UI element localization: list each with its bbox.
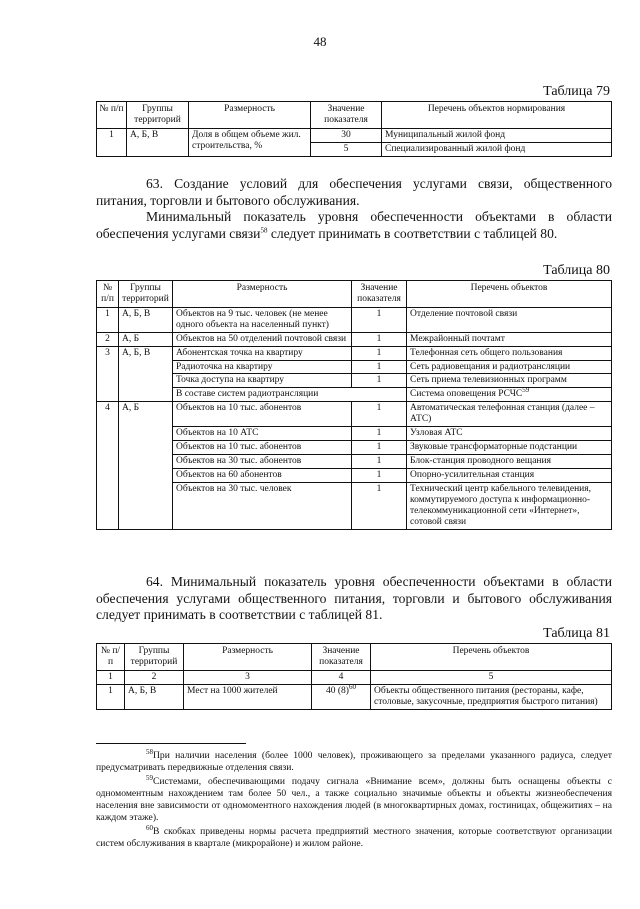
page-number: 48 [313, 34, 327, 49]
column-number: 1 [97, 670, 125, 684]
cell-object: Звуковые трансформаторные подстанции [407, 441, 612, 455]
header-value: Значение показателя [311, 102, 382, 129]
footnote-58 [96, 747, 612, 774]
cell-object: Автоматическая телефонная станция (далее – АТС) [407, 402, 612, 427]
table-79-caption: Таблица 79 [543, 84, 610, 99]
cell-object: Блок-станция проводного вещания [407, 454, 612, 468]
cell-value: 1 [352, 454, 407, 468]
table-row [97, 307, 612, 332]
cell-groups: А, Б [119, 402, 173, 529]
table-80 [96, 280, 612, 530]
cell-dimension: Объектов на 50 отделений почтовой связи [173, 332, 352, 346]
footnote-59 [96, 773, 612, 824]
cell-dimension: Доля в общем объеме жил. строительства, % [189, 128, 311, 156]
table-row [97, 468, 612, 482]
paragraph-64-text: 64. Минимальный показатель уровня обеспеченности объектами в области обеспечения услугами общественного питания, торговли и бытового обслуживания следует принимать в соответствии с таблицей 81. [96, 574, 612, 622]
footnote-text: В скобках приведены нормы расчета предприятий местного значения, которые соответствуют организации систем обслуживания в квартале (микрорайоне) и жилом районе. [96, 826, 612, 849]
cell-object: Сеть радиовещания и радиотрансляции [407, 360, 612, 374]
table-row [97, 684, 612, 709]
cell-value [312, 684, 371, 709]
table-row [97, 332, 612, 346]
paragraph-63-heading: 63. Создание условий для обеспечения услугами связи, общественного питания, торговли и бытового обслуживания. [96, 176, 612, 208]
header-value: Значение показателя [312, 644, 371, 671]
cell-value: 1 [352, 360, 407, 374]
table-row [97, 346, 612, 360]
paragraph-63-text [96, 209, 612, 242]
cell-value: 1 [352, 374, 407, 388]
cell-value: 1 [352, 482, 407, 529]
cell-value: 1 [352, 307, 407, 332]
cell-value: 1 [352, 332, 407, 346]
footnote-mark: 60 [146, 823, 153, 832]
cell-value: 1 [352, 468, 407, 482]
footnote-ref[interactable]: 60 [348, 682, 356, 691]
cell-dimension: Объектов на 60 абонентов [173, 468, 352, 482]
paragraph-63-text-main: Минимальный показатель уровня обеспеченности объектами в области обеспечения услугами связи [96, 209, 612, 241]
cell-value: 1 [352, 427, 407, 441]
cell-dimension: Объектов на 30 тыс. абонентов [173, 454, 352, 468]
column-number: 2 [125, 670, 184, 684]
cell-dimension: Объектов на 10 тыс. абонентов [173, 402, 352, 427]
footnote-text: Системами, обеспечивающими подачу сигнала «Внимание всем», должны быть оснащены объекты с одномоментным нахождением там более 50 чел., а также социально значимые объекты и объекты жизнеобеспечения населения вне зависимости от одномоментного нахождения людей (в многоквартирных домах, гостиницах, общежитиях – на каждом этаже). [96, 776, 612, 823]
cell-groups: А, Б [119, 332, 173, 346]
cell-dimension: Радиоточка на квартиру [173, 360, 352, 374]
cell-dimension: Абонентская точка на квартиру [173, 346, 352, 360]
cell-dimension: В составе систем радиотрансляции [173, 388, 407, 402]
footnote-mark: 59 [146, 773, 153, 782]
table-row [97, 482, 612, 529]
cell-num: 2 [97, 332, 119, 346]
cell-object: Узловая АТС [407, 427, 612, 441]
cell-value-text: 40 (8) [326, 685, 349, 696]
header-objects: Перечень объектов нормирования [382, 102, 612, 129]
footnote-ref[interactable]: 58 [260, 225, 268, 234]
header-num: № п/п [97, 644, 125, 671]
header-dimension: Размерность [189, 102, 311, 129]
cell-num: 1 [97, 128, 127, 156]
cell-value: 1 [352, 346, 407, 360]
cell-num: 1 [97, 307, 119, 332]
header-value: Значение показателя [352, 281, 407, 308]
header-objects: Перечень объектов [407, 281, 612, 308]
footnote-separator [96, 743, 246, 744]
header-num: № п/п [97, 281, 119, 308]
column-number: 3 [184, 670, 312, 684]
column-number: 4 [312, 670, 371, 684]
footnote-mark: 58 [146, 747, 153, 756]
cell-dimension: Точка доступа на квартиру [173, 374, 352, 388]
cell-object: Опорно-усилительная станция [407, 468, 612, 482]
cell-groups: А, Б, В [119, 346, 173, 402]
cell-dimension: Объектов на 30 тыс. человек [173, 482, 352, 529]
cell-object: Межрайонный почтамт [407, 332, 612, 346]
cell-dimension: Объектов на 10 АТС [173, 427, 352, 441]
cell-object-text: Система оповещения РСЧС [410, 389, 523, 400]
table-row [97, 128, 612, 142]
table-row [97, 441, 612, 455]
cell-value: 1 [352, 402, 407, 427]
cell-groups: А, Б, В [125, 684, 184, 709]
cell-groups: А, Б, В [119, 307, 173, 332]
paragraph-63 [96, 176, 612, 242]
header-groups: Группы территорий [125, 644, 184, 671]
cell-num: 3 [97, 346, 119, 402]
cell-object: Технический центр кабельного телевидения, коммутируемого доступа к информационно-телекоммуникационной сети «Интернет», сотовой связи [407, 482, 612, 529]
header-dimension: Размерность [184, 644, 312, 671]
table-81-caption: Таблица 81 [543, 626, 610, 641]
cell-object: Отделение почтовой связи [407, 307, 612, 332]
cell-object: Сеть приема телевизионных программ [407, 374, 612, 388]
cell-num: 4 [97, 402, 119, 529]
cell-object [407, 388, 612, 402]
cell-object: Муниципальный жилой фонд [382, 128, 612, 142]
paragraph-63-text-end: следует принимать в соответствии с таблицей 80. [267, 225, 558, 241]
cell-object: Специализированный жилой фонд [382, 142, 612, 156]
cell-value: 1 [352, 441, 407, 455]
paragraph-64 [96, 574, 612, 624]
header-objects: Перечень объектов [371, 644, 612, 671]
footnote-60 [96, 823, 612, 850]
cell-dimension: Мест на 1000 жителей [184, 684, 312, 709]
cell-object: Объекты общественного питания (рестораны, кафе, столовые, закусочные, предприятия быстрого питания) [371, 684, 612, 709]
table-80-caption: Таблица 80 [543, 263, 610, 278]
column-number: 5 [371, 670, 612, 684]
header-dimension: Размерность [173, 281, 352, 308]
cell-dimension: Объектов на 10 тыс. абонентов [173, 441, 352, 455]
footnote-ref[interactable]: 59 [522, 386, 530, 395]
cell-object: Телефонная сеть общего пользования [407, 346, 612, 360]
table-81 [96, 643, 612, 710]
table-79 [96, 101, 612, 157]
table-header-row [97, 644, 612, 671]
cell-dimension: Объектов на 9 тыс. человек (не менее одного объекта на населенный пункт) [173, 307, 352, 332]
cell-value: 30 [311, 128, 382, 142]
table-row [97, 388, 612, 402]
table-row [97, 454, 612, 468]
table-row [97, 402, 612, 427]
table-row [97, 360, 612, 374]
header-groups: Группы территорий [127, 102, 189, 129]
footnote-text: При наличии населения (более 1000 человек), проживающего за пределами указанного радиуса, следует предусматривать передвижные отделения связи. [96, 750, 612, 773]
cell-groups: А, Б, В [127, 128, 189, 156]
cell-num: 1 [97, 684, 125, 709]
table-row [97, 427, 612, 441]
header-num: № п/п [97, 102, 127, 129]
cell-value: 5 [311, 142, 382, 156]
table-header-row [97, 281, 612, 308]
header-groups: Группы территорий [119, 281, 173, 308]
table-row [97, 374, 612, 388]
table-header-row [97, 102, 612, 129]
